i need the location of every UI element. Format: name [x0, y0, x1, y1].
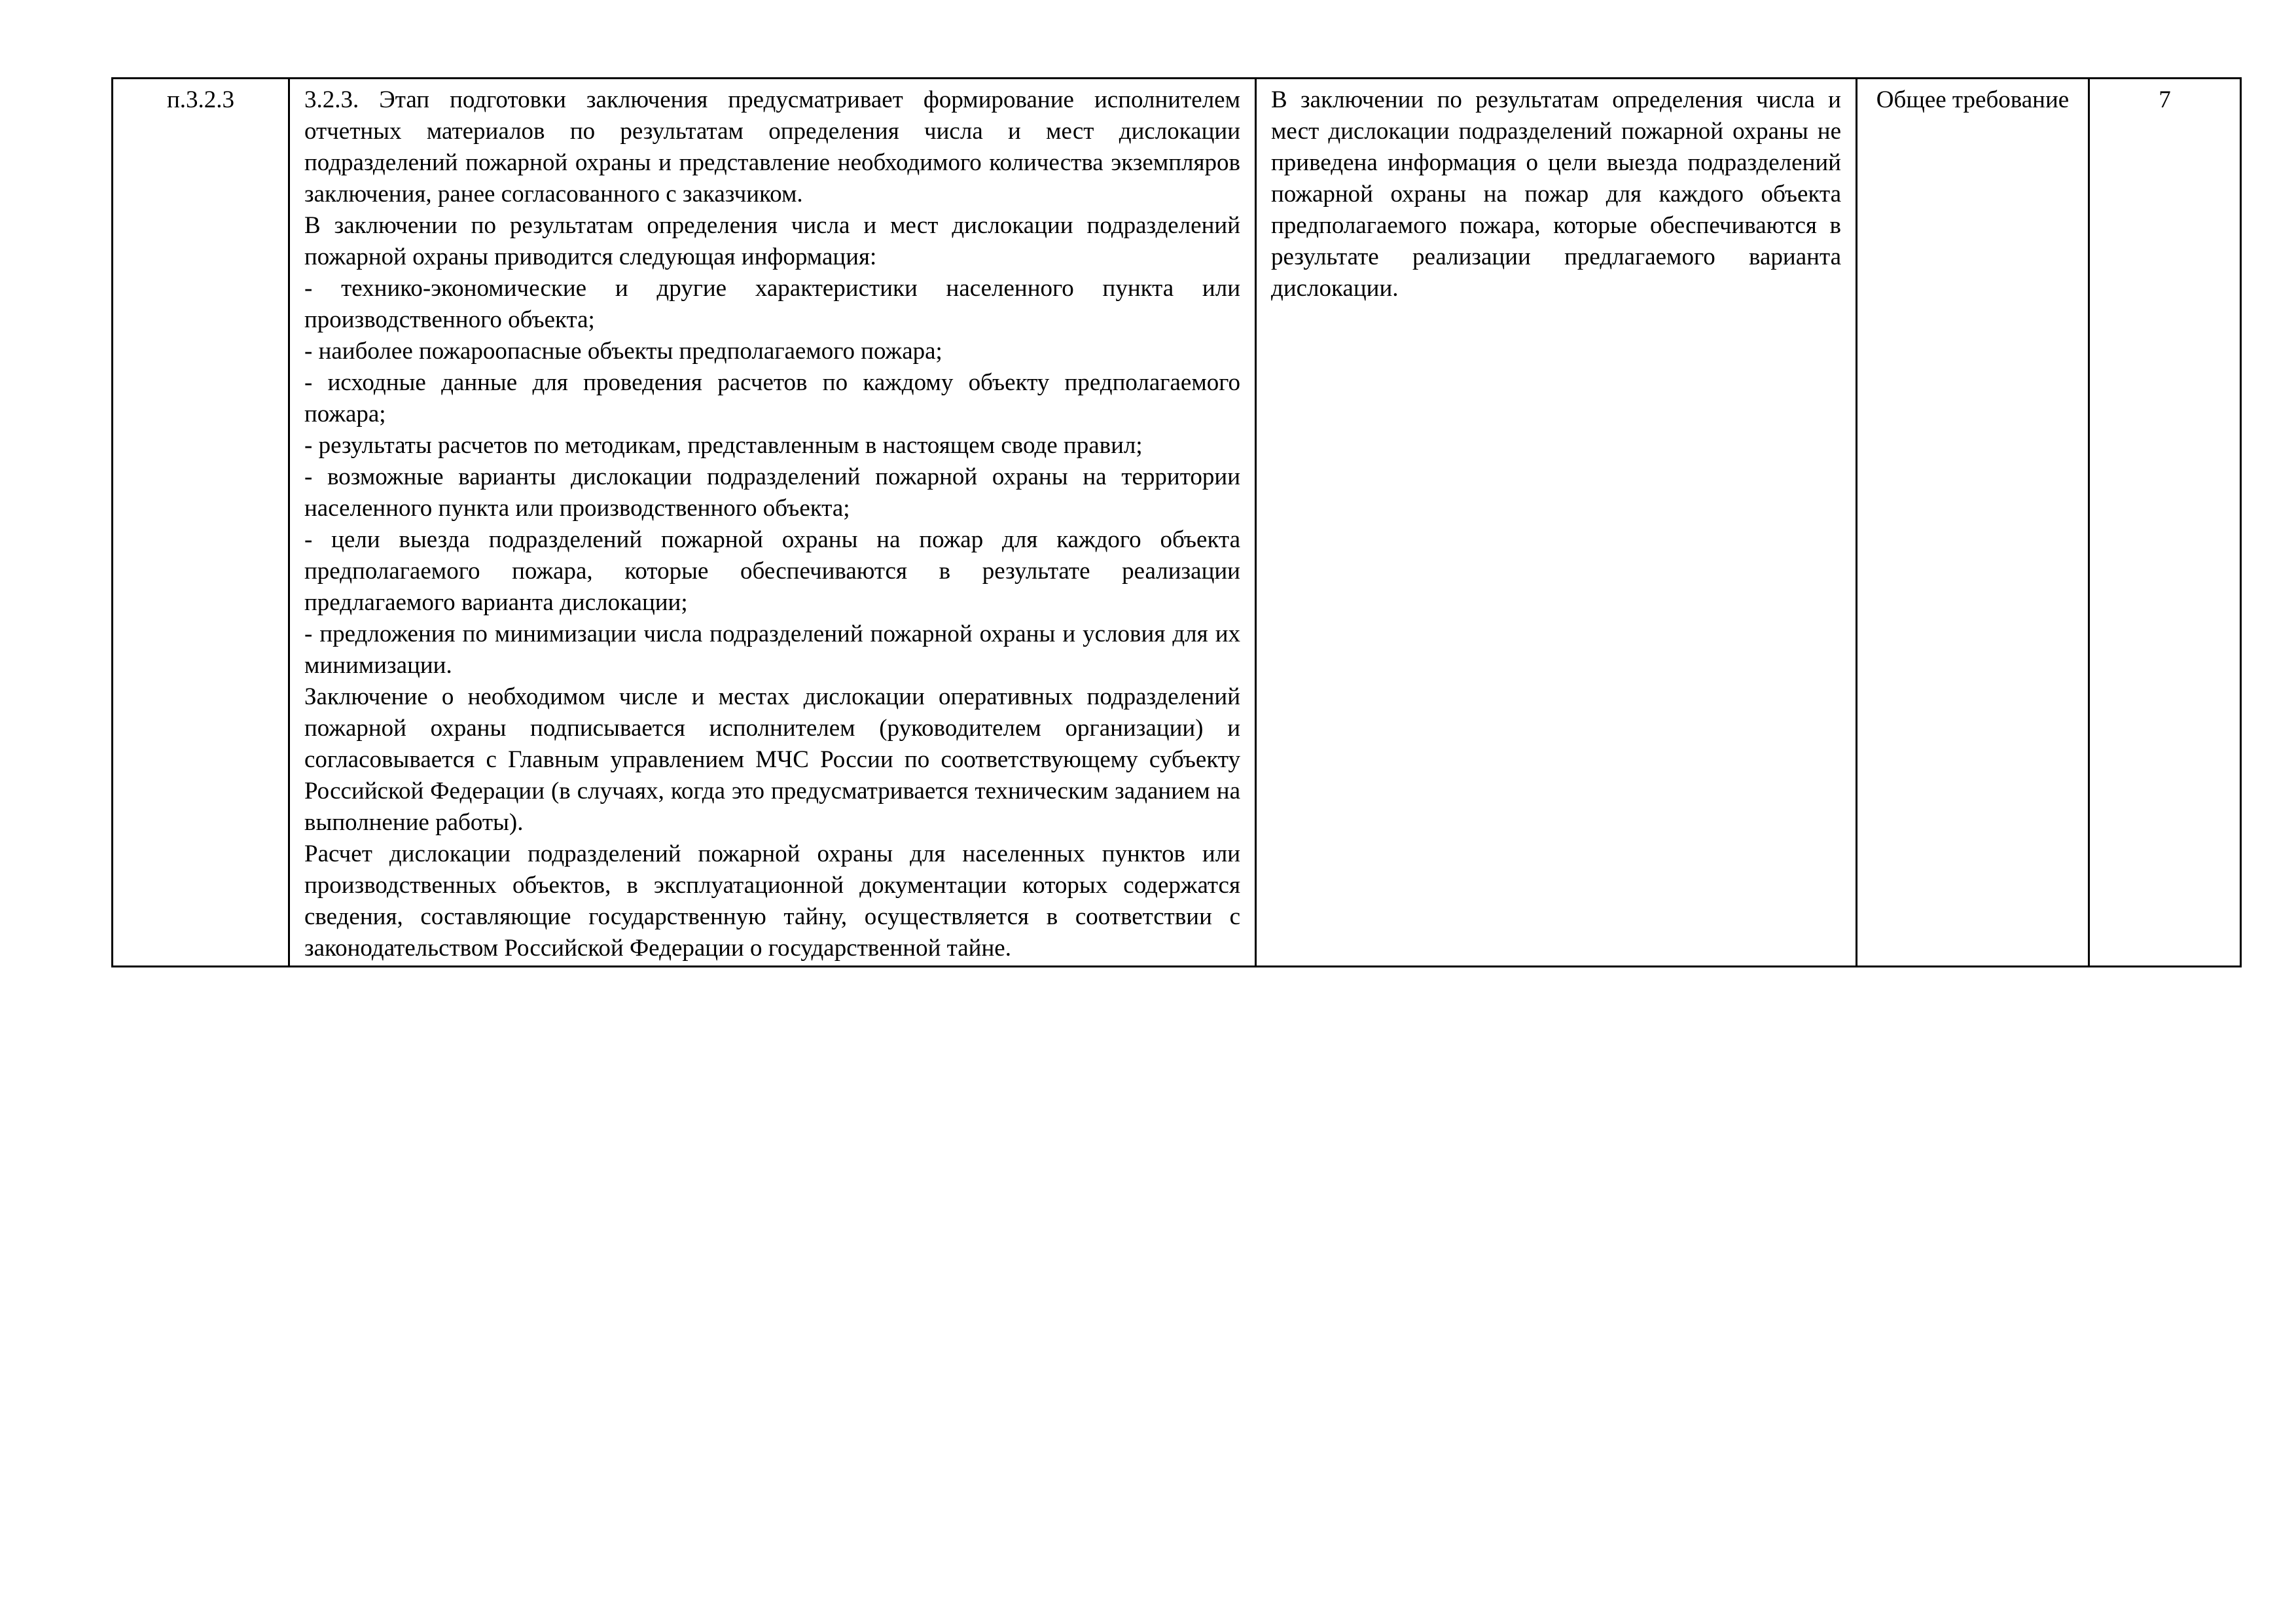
- requirement-list-item: - предложения по минимизации числа подразделений пожарной охраны и условия для их минимизации.: [304, 621, 1240, 679]
- finding-text: В заключении по результатам определения числа и мест дислокации подразделений пожарной охраны не приведена информация о цели выезда подразделений пожарной охраны на пожар для каждого объекта предполагаемого пожара, которые обеспечиваются в результате реализации предлагаемого варианта дислокации.: [1271, 86, 1841, 302]
- clause-reference-cell: [113, 79, 289, 967]
- requirement-list-item: - возможные варианты дислокации подразделений пожарной охраны на территории населенного пункта или производственного объекта;: [304, 463, 1240, 522]
- clause-reference: п.3.2.3: [166, 86, 235, 113]
- requirement-paragraph: В заключении по результатам определения числа и мест дислокации подразделений пожарной охраны приводится следующая информация:: [304, 212, 1240, 270]
- requirement-text-cell: [289, 79, 1256, 967]
- requirement-list-item: - технико-экономические и другие характеристики населенного пункта или производственного объекта;: [304, 275, 1240, 333]
- requirement-list-item: - исходные данные для проведения расчетов по каждому объекту предполагаемого пожара;: [304, 369, 1240, 427]
- requirement-list-item: - результаты расчетов по методикам, представленным в настоящем своде правил;: [304, 432, 1143, 459]
- findings-table: [111, 77, 2242, 967]
- finding-cell: [1256, 79, 1857, 967]
- row-number-cell: [2089, 79, 2241, 967]
- requirement-paragraph: Заключение о необходимом числе и местах дислокации оперативных подразделений пожарной охраны подписывается исполнителем (руководителем организации) и согласовывается с Главным управлением МЧС России по соответствующему субъекту Российской Федерации (в случаях, когда это предусматривается техническим заданием на выполнение работы).: [304, 683, 1240, 836]
- requirement-paragraph: 3.2.3. Этап подготовки заключения предусматривает формирование исполнителем отчетных материалов по результатам определения числа и мест дислокации подразделений пожарной охраны и представление необходимого количества экземпляров заключения, ранее согласованного с заказчиком.: [304, 86, 1240, 208]
- table-row: [113, 79, 2241, 967]
- row-number: 7: [2159, 86, 2171, 113]
- requirement-type-cell: [1857, 79, 2089, 967]
- requirement-list-item: - цели выезда подразделений пожарной охраны на пожар для каждого объекта предполагаемого пожара, которые обеспечиваются в результате реализации предлагаемого варианта дислокации;: [304, 526, 1240, 616]
- requirement-list-item: - наиболее пожароопасные объекты предполагаемого пожара;: [304, 338, 942, 365]
- requirement-paragraph: Расчет дислокации подразделений пожарной охраны для населенных пунктов или производственных объектов, в эксплуатационной документации которых содержатся сведения, составляющие государственную тайну, осуществляется в соответствии с законодательством Российской Федерации о государственной тайне.: [304, 840, 1240, 962]
- requirement-type: Общее требование: [1876, 86, 2070, 113]
